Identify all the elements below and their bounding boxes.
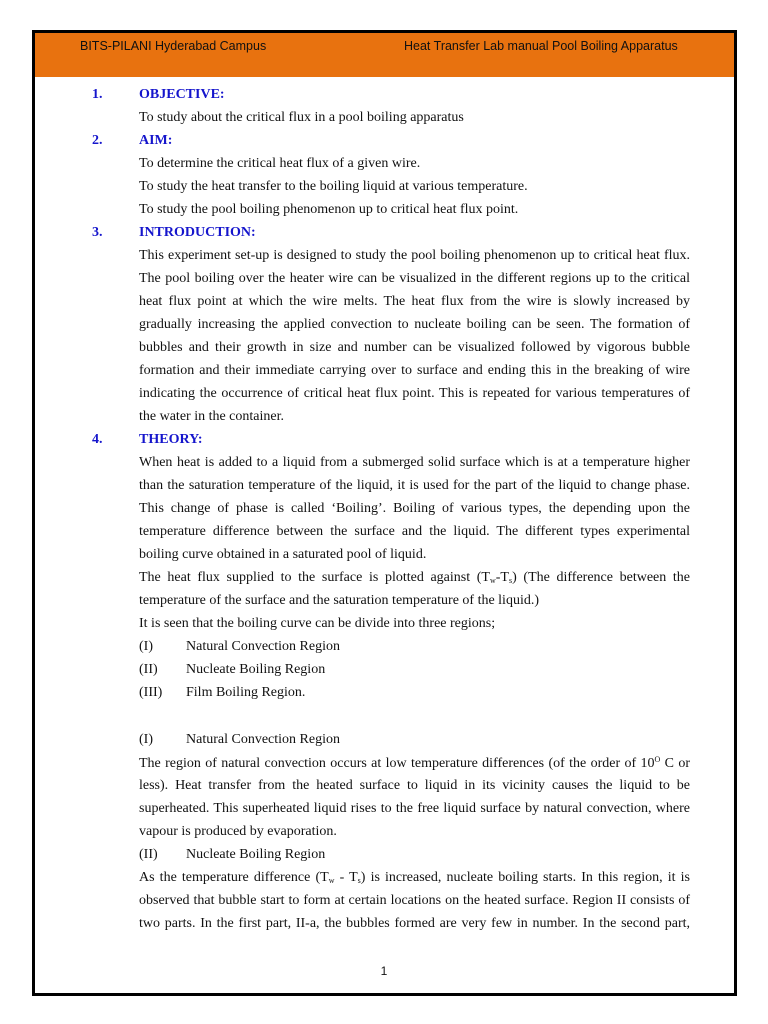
region-numeral: (II) (139, 662, 158, 677)
section-number: 2. (92, 133, 103, 148)
natural-line: vapour is produced by evaporation. (139, 824, 337, 839)
region-numeral: (I) (139, 639, 153, 654)
nucleate-line: As the temperature difference $(T_w - T_s)$ is increased, nucleate boiling starts. In this region, it is (139, 870, 690, 885)
section-heading-theory: THEORY: (139, 432, 203, 447)
natural-line: The region of natural convection occurs at low temperature differences (of the order of $10^O$ C or (139, 755, 691, 771)
intro-line: the water in the container. (139, 409, 284, 424)
section-heading-aim: AIM: (139, 133, 173, 148)
intro-line: indicating the occurrence of critical heat flux point. This is repeated for various temperatures of (139, 386, 690, 401)
region-label: Film Boiling Region. (186, 685, 306, 700)
nucleate-line: two parts. In the first part, II-a, the bubbles formed are very few in number. In the second part, (139, 916, 690, 931)
section-number: 1. (92, 87, 103, 102)
heat-flux-line: The heat flux supplied to the surface is plotted against $(T_w-T_s)$ (The difference between the (139, 570, 690, 585)
subsection-numeral: (I) (139, 732, 153, 747)
intro-line: This experiment set-up is designed to study the pool boiling phenomenon up to critical heat flux. (139, 248, 690, 263)
subsection-heading-natural-convection: Natural Convection Region (186, 732, 340, 747)
theory-line: This change of phase is called ‘Boiling’. Boiling of various types, the depending upon the (139, 501, 690, 516)
aim-line: To study the heat transfer to the boiling liquid at various temperature. (139, 179, 528, 194)
aim-line: To study the pool boiling phenomenon up to critical heat flux point. (139, 202, 519, 217)
subsection-heading-nucleate-boiling: Nucleate Boiling Region (186, 847, 326, 862)
theory-line: than the saturation temperature of the liquid, it is used for the part of the liquid to change phase. (139, 478, 690, 493)
section-number: 3. (92, 225, 103, 240)
theory-line: temperature difference between the surface and the liquid. The different types experimental (139, 524, 690, 539)
page-header (35, 33, 734, 77)
section-heading-objective: OBJECTIVE: (139, 87, 225, 102)
nucleate-line: observed that bubble start to form at certain locations on the heated surface. Region II consists of (139, 893, 690, 908)
intro-line: gradually increasing the applied convection to nucleate boiling can be seen. The formation of (139, 317, 690, 332)
page-number: 1 (380, 964, 388, 978)
intro-line: heat flux point at which the wire melts. The heat flux from the wire is slowly increased by (139, 294, 690, 309)
region-label: Natural Convection Region (186, 639, 340, 654)
intro-line: formation and their immediate carrying over to surface and ending this in the breaking of wire (139, 363, 690, 378)
region-label: Nucleate Boiling Region (186, 662, 326, 677)
subsection-numeral: (II) (139, 847, 158, 862)
header-campus: BITS-PILANI Hyderabad Campus (80, 39, 267, 53)
header-manual-title: Heat Transfer Lab manual Pool Boiling Apparatus (404, 39, 678, 53)
intro-line: The pool boiling over the heater wire can be visualized in the different regions up to the critical (139, 271, 690, 286)
region-numeral: (III) (139, 685, 163, 700)
natural-line: less). Heat transfer from the heated surface to liquid in its vicinity causes the liquid to be (139, 778, 690, 793)
aim-line: To determine the critical heat flux of a given wire. (139, 156, 421, 171)
intro-line: bubbles and their growth in size and number can be visualized followed by vigorous bubble (139, 340, 690, 355)
natural-line: superheated. This superheated liquid rises to the free liquid surface by natural convection, where (139, 801, 690, 816)
heat-flux-line: temperature of the surface and the saturation temperature of the liquid.) (139, 593, 539, 608)
theory-line: When heat is added to a liquid from a submerged solid surface which is at a temperature higher (139, 455, 690, 470)
theory-line: boiling curve obtained in a saturated pool of liquid. (139, 547, 427, 562)
regions-intro: It is seen that the boiling curve can be divide into three regions; (139, 616, 496, 631)
section-number: 4. (92, 432, 103, 447)
section-heading-introduction: INTRODUCTION: (139, 225, 256, 240)
objective-text: To study about the critical flux in a pool boiling apparatus (139, 110, 464, 125)
